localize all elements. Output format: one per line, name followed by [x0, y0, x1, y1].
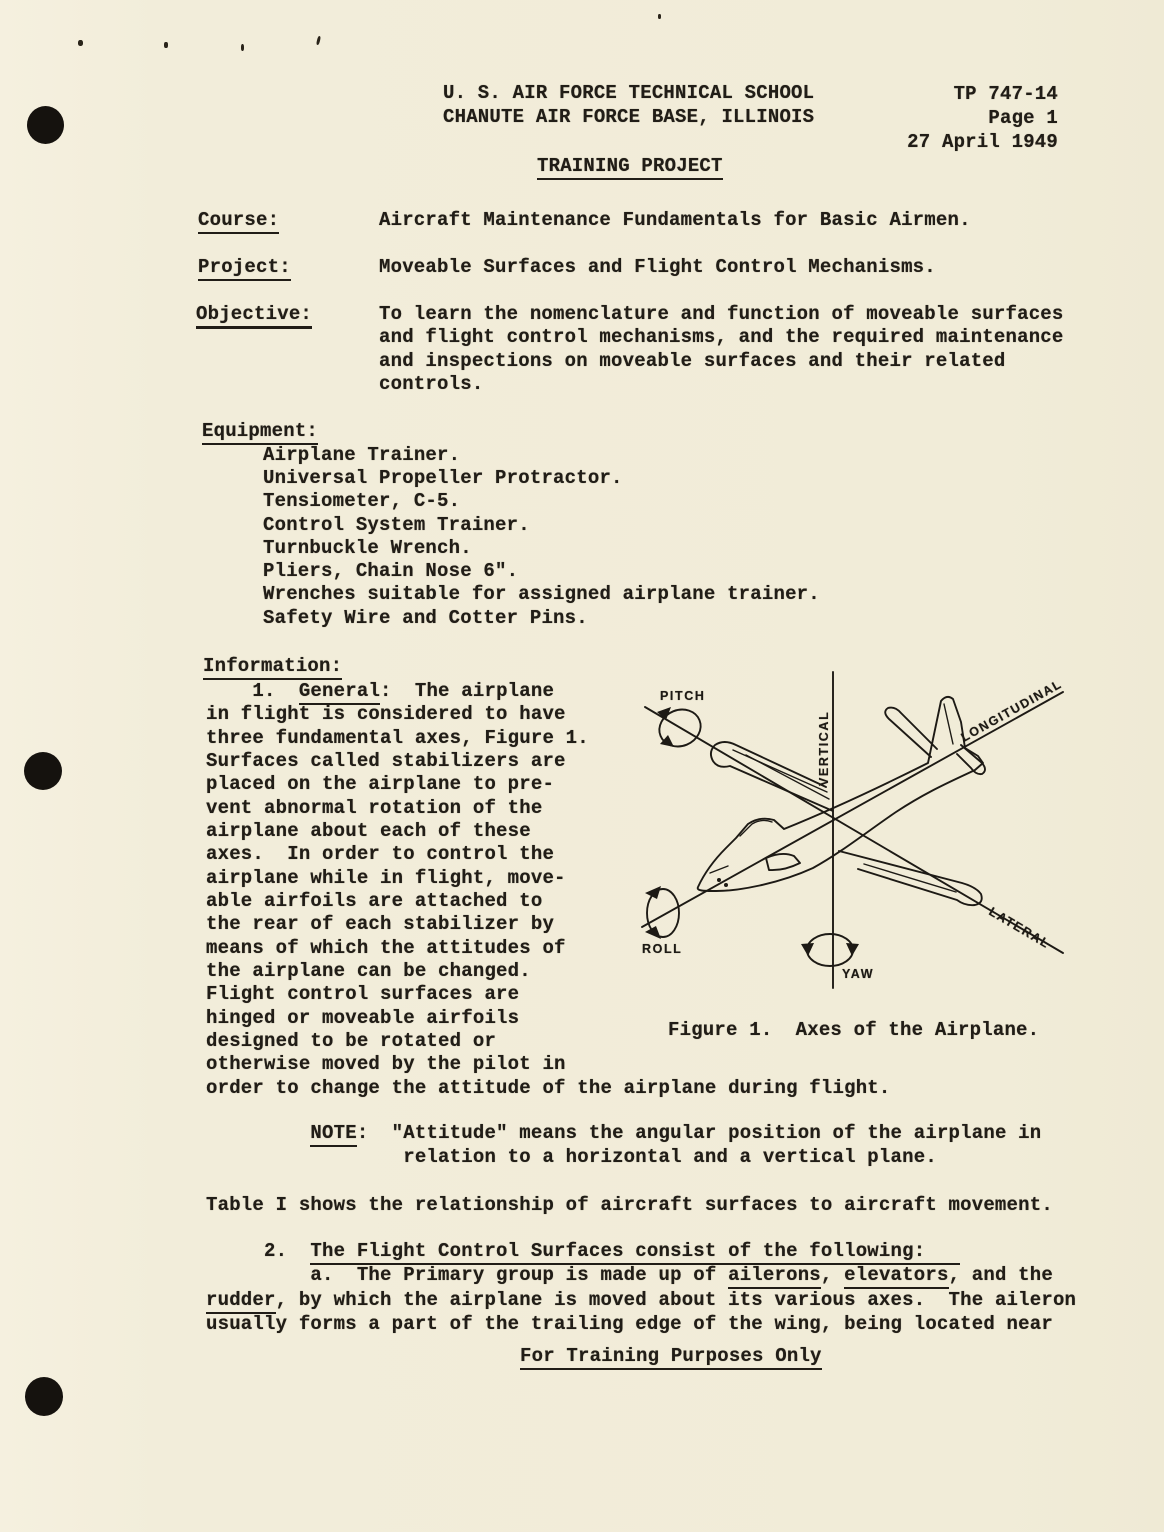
doc-title-text: TRAINING PROJECT — [537, 155, 723, 180]
equipment-item: Wrenches suitable for assigned airplane trainer. — [263, 583, 820, 605]
equipment-heading — [202, 420, 318, 442]
project-value: Moveable Surfaces and Flight Control Mechanisms. — [379, 256, 936, 278]
general-underlined: General — [299, 680, 380, 705]
information-heading-text: Information: — [203, 655, 342, 680]
course-label — [198, 209, 279, 231]
label-yaw: YAW — [842, 967, 875, 981]
body-line: Flight control surfaces are — [206, 983, 520, 1005]
equipment-item: Control System Trainer. — [263, 514, 530, 536]
body-line: three fundamental axes, Figure 1. — [206, 727, 589, 749]
equipment-heading-text: Equipment: — [202, 420, 318, 445]
body-line: means of which the attitudes of — [206, 937, 566, 959]
punch-hole — [25, 1377, 63, 1416]
label-pitch: PITCH — [660, 689, 706, 703]
project-label-text: Project: — [198, 256, 291, 281]
header-right-block — [907, 82, 1058, 154]
elevators-underlined: elevators — [844, 1264, 948, 1289]
equipment-item: Tensiometer, C-5. — [263, 490, 461, 512]
paragraph-a-mid: , — [820, 1264, 845, 1286]
section-2-heading — [206, 1240, 960, 1262]
body-line: hinged or moveable airfoils — [206, 1007, 520, 1029]
note-line2: relation to a horizontal and a vertical plane. — [206, 1146, 937, 1168]
objective-label-text: Objective: — [196, 303, 312, 329]
objective-line: and flight control mechanisms, and the required maintenance — [379, 326, 1064, 348]
body-line: in flight is considered to have — [206, 703, 566, 725]
objective-line: To learn the nomenclature and function of moveable surfaces — [379, 303, 1064, 325]
paragraph-a-line3: usually forms a part of the trailing edge of the wing, being located near — [206, 1313, 1053, 1335]
paper-speck — [658, 14, 661, 19]
body-line: otherwise moved by the pilot in — [206, 1053, 566, 1075]
label-vertical: VERTICAL — [817, 710, 831, 786]
body-line: the airplane can be changed. — [206, 960, 531, 982]
label-lateral: LATERAL — [986, 904, 1053, 952]
body-line: airplane about each of these — [206, 820, 531, 842]
equipment-item: Pliers, Chain Nose 6". — [263, 560, 519, 582]
course-value: Aircraft Maintenance Fundamentals for Basic Airmen. — [379, 209, 971, 231]
page-number: Page 1 — [988, 107, 1058, 129]
equipment-item: Turnbuckle Wrench. — [263, 537, 472, 559]
ailerons-underlined: ailerons — [728, 1264, 821, 1289]
body-line: able airfoils are attached to — [206, 890, 543, 912]
punch-hole — [24, 752, 62, 790]
equipment-item: Airplane Trainer. — [263, 444, 461, 466]
note-label: NOTE — [310, 1122, 356, 1147]
body-line: airplane while in flight, move- — [206, 867, 566, 889]
label-longitudinal: LONGITUDINAL — [958, 676, 1065, 745]
header-school-line2: CHANUTE AIR FORCE BASE, ILLINOIS — [443, 106, 815, 128]
objective-line: and inspections on moveable surfaces and their related — [379, 350, 1006, 372]
label-roll: ROLL — [642, 942, 683, 956]
paragraph-a-line2-rest: , by which the airplane is moved about its various axes. The aileron — [275, 1289, 1077, 1311]
table-reference-line: Table I shows the relationship of aircraft surfaces to aircraft movement. — [206, 1194, 1053, 1216]
body-line-rest: : The airplane — [380, 680, 555, 702]
body-line: placed on the airplane to pre- — [206, 773, 555, 795]
roll-rotation-arrow — [645, 886, 679, 939]
body-line: vent abnormal rotation of the — [206, 797, 543, 819]
figure-caption: Figure 1. Axes of the Airplane. — [668, 1019, 1040, 1041]
paper-speck — [316, 36, 321, 45]
equipment-item: Safety Wire and Cotter Pins. — [263, 607, 588, 629]
airplane-outline — [698, 697, 985, 905]
header-school-line1: U. S. AIR FORCE TECHNICAL SCHOOL — [443, 82, 815, 104]
paragraph-a-pre: a. The Primary group is made up of — [206, 1264, 729, 1286]
yaw-rotation-arrow — [801, 934, 859, 966]
doc-date: 27 April 1949 — [907, 131, 1058, 153]
figure-axes-diagram — [630, 660, 1100, 1000]
body-line: Surfaces called stabilizers are — [206, 750, 566, 772]
doc-number: TP 747-14 — [953, 83, 1058, 105]
equipment-item: Universal Propeller Protractor. — [263, 467, 623, 489]
paper-speck — [241, 44, 244, 51]
information-heading — [203, 655, 342, 677]
project-label — [198, 256, 291, 278]
footer-notice-text: For Training Purposes Only — [520, 1345, 822, 1370]
paragraph-a-line1 — [206, 1264, 1053, 1286]
body-line: the rear of each stabilizer by — [206, 913, 555, 935]
objective-line: controls. — [379, 373, 484, 395]
paragraph-a-post: , and the — [948, 1264, 1053, 1286]
note-line1 — [206, 1122, 1041, 1144]
note-separator: : — [356, 1122, 392, 1144]
body-line: axes. In order to control the — [206, 843, 555, 865]
body-line: order to change the attitude of the airplane during flight. — [206, 1077, 891, 1099]
rudder-underlined: rudder — [206, 1289, 276, 1314]
course-label-text: Course: — [198, 209, 279, 234]
punch-hole — [27, 106, 64, 144]
note-text: "Attitude" means the angular position of the airplane in — [391, 1122, 1042, 1144]
section-2-heading-text: The Flight Control Surfaces consist of the following: — [310, 1240, 960, 1265]
objective-label — [196, 303, 312, 325]
body-line — [206, 680, 554, 702]
section-2-number: 2. — [206, 1240, 311, 1262]
paper-speck — [164, 42, 168, 48]
axis-line-longitudinal — [642, 692, 1063, 927]
body-line: designed to be rotated or — [206, 1030, 497, 1052]
doc-title — [537, 155, 723, 177]
paper-speck — [78, 40, 83, 46]
body-line-indent: 1. — [206, 680, 299, 702]
note-indent — [206, 1122, 310, 1144]
footer-notice — [520, 1345, 822, 1367]
paragraph-a-line2 — [206, 1289, 1076, 1311]
